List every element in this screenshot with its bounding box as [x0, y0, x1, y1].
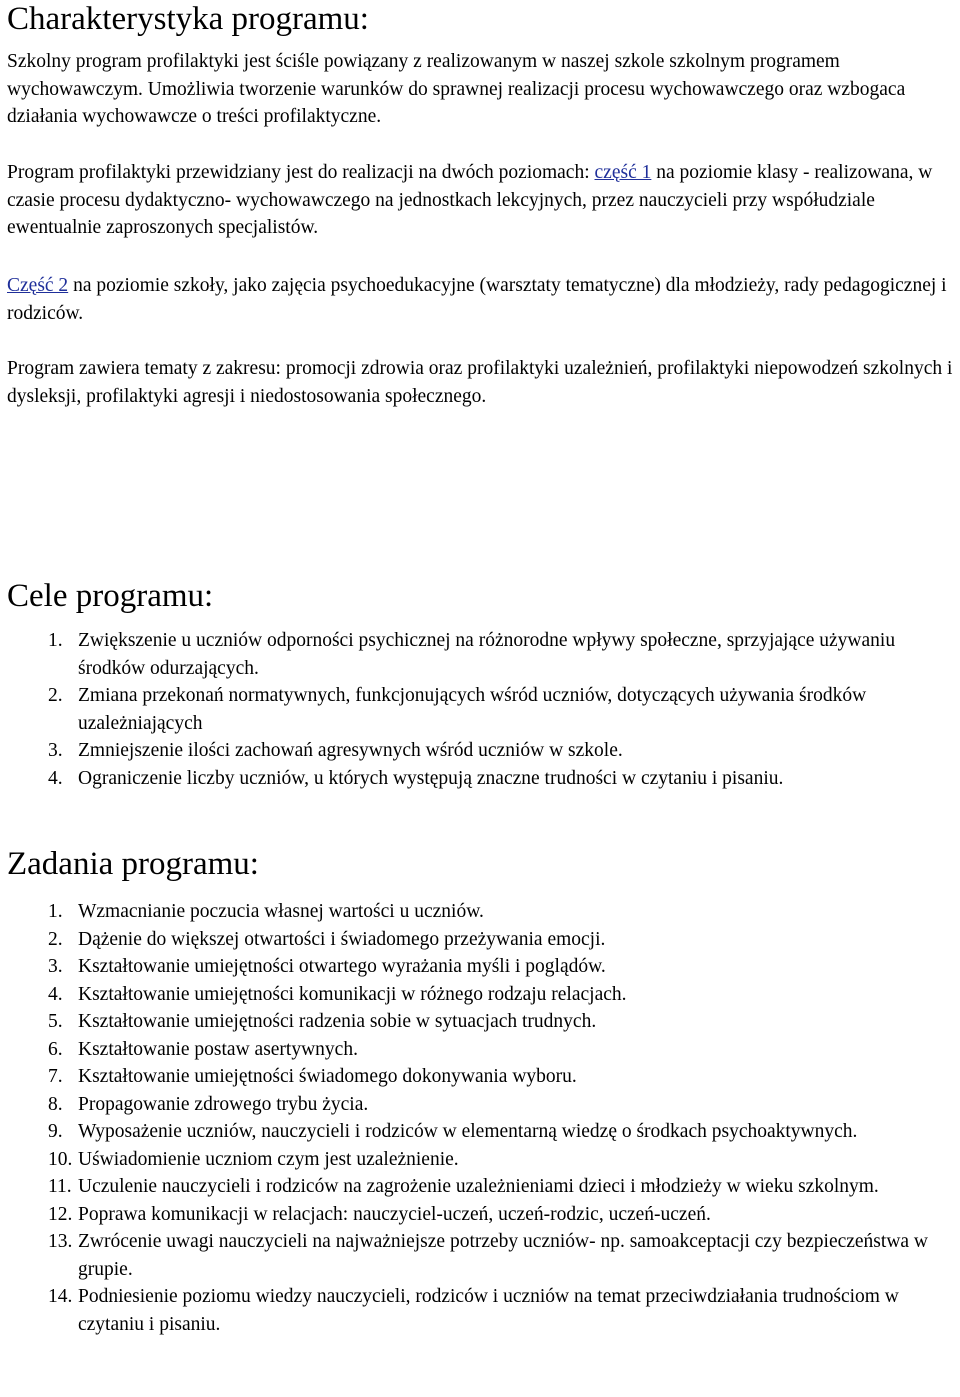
- heading-cele: Cele programu:: [7, 578, 214, 614]
- list-item: [0, 682, 958, 737]
- list-item: [0, 1283, 958, 1338]
- list-item-text: Kształtowanie postaw asertywnych.: [78, 1038, 358, 1060]
- list-item-text: Uczulenie nauczycieli i rodziców na zagrożenie uzależnieniami dzieci i młodzieży w wieku szkolnym.: [78, 1176, 879, 1197]
- list-item-number: 11.: [48, 1176, 72, 1197]
- list-item: [0, 1228, 958, 1283]
- paragraph-levels: [7, 159, 957, 242]
- list-item-number: 7.: [48, 1066, 63, 1087]
- paragraph-topics: Program zawiera tematy z zakresu: promocji zdrowia oraz profilaktyki uzależnień, profilaktyki niepowodzeń szkolnych i dysleksji, profilaktyki agresji i niedostosowania społecznego.: [7, 358, 953, 407]
- paragraph-part-2-text: na poziomie szkoły, jako zajęcia psychoedukacyjne (warsztaty tematyczne) dla młodzieży, rady pedagogicznej i rodziców.: [7, 275, 947, 324]
- list-item-number: 5.: [48, 1011, 63, 1032]
- list-item-number: 14.: [48, 1286, 73, 1307]
- list-item-number: 8.: [48, 1093, 63, 1115]
- heading-zadania: Zadania programu:: [7, 846, 259, 882]
- list-item-text: Kształtowanie umiejętności komunikacji w różnego rodzaju relacjach.: [78, 983, 627, 1005]
- list-item: [0, 1091, 958, 1119]
- list-item-number: 2.: [48, 685, 63, 706]
- cele-list: [0, 627, 958, 792]
- list-item-number: 10.: [48, 1148, 73, 1170]
- list-item-number: 1.: [48, 901, 63, 922]
- list-item: [0, 1008, 958, 1036]
- list-item: [0, 1063, 958, 1091]
- list-item-number: 12.: [48, 1203, 73, 1225]
- list-item-number: 6.: [48, 1038, 63, 1060]
- paragraph-levels-text-end: na poziomie klasy - realizowana, w czasie procesu dydaktyczno- wychowawczego na jednostkach lekcyjnych, przez nauczycieli przy współudziale ewentualnie zaproszonych specjalistów.: [7, 162, 933, 238]
- list-item: [0, 926, 958, 954]
- zadania-list: [0, 898, 958, 1338]
- list-item: [0, 1173, 958, 1201]
- list-item-number: 9.: [48, 1121, 63, 1142]
- list-item-number: 13.: [48, 1231, 73, 1252]
- list-item-text: Zwiększenie u uczniów odporności psychicznej na różnorodne wpływy społeczne, sprzyjające używaniu środków odurzających.: [78, 630, 896, 679]
- list-item: [0, 1118, 958, 1146]
- list-item-text: Wyposażenie uczniów, nauczycieli i rodziców w elementarną wiedzę o środkach psychoaktywnych.: [78, 1121, 858, 1142]
- list-item-number: 4.: [48, 983, 63, 1005]
- list-item-text: Kształtowanie umiejętności otwartego wyrażania myśli i poglądów.: [78, 956, 606, 977]
- list-item: [0, 1201, 958, 1229]
- list-item: [0, 953, 958, 981]
- list-item: [0, 898, 958, 926]
- link-czesc-1[interactable]: część 1: [594, 162, 652, 183]
- list-item: [0, 1146, 958, 1174]
- list-item-text: Podniesienie poziomu wiedzy nauczycieli, rodziców i uczniów na temat przeciwdziałania trudnościom w czytaniu i pisaniu.: [78, 1286, 899, 1335]
- list-item: [0, 765, 958, 793]
- link-czesc-2[interactable]: Część 2: [7, 275, 69, 296]
- list-item-text: Propagowanie zdrowego trybu życia.: [78, 1093, 369, 1115]
- list-item-text: Ograniczenie liczby uczniów, u których występują znaczne trudności w czytaniu i pisaniu.: [78, 767, 784, 789]
- list-item-text: Dążenie do większej otwartości i świadomego przeżywania emocji.: [78, 928, 606, 950]
- list-item-number: 3.: [48, 740, 63, 761]
- list-item-number: 4.: [48, 767, 63, 789]
- list-item-number: 2.: [48, 928, 63, 950]
- list-item-number: 1.: [48, 630, 63, 651]
- paragraph-part-2: [7, 272, 957, 327]
- heading-charakterystyka: Charakterystyka programu:: [7, 1, 369, 37]
- list-item-text: Kształtowanie umiejętności radzenia sobie w sytuacjach trudnych.: [78, 1011, 597, 1032]
- list-item-text: Zwrócenie uwagi nauczycieli na najważniejsze potrzeby uczniów- np. samoakceptacji czy bezpieczeństwa w grupie.: [78, 1231, 929, 1280]
- list-item-text: Zmiana przekonań normatywnych, funkcjonujących wśród uczniów, dotyczących używania środków uzależniających: [78, 685, 867, 734]
- list-item-text: Uświadomienie uczniom czym jest uzależnienie.: [78, 1148, 459, 1170]
- list-item-text: Wzmacnianie poczucia własnej wartości u uczniów.: [78, 901, 484, 922]
- list-item: [0, 737, 958, 765]
- list-item-text: Kształtowanie umiejętności świadomego dokonywania wyboru.: [78, 1066, 577, 1087]
- list-item: [0, 1036, 958, 1064]
- paragraph-intro: Szkolny program profilaktyki jest ściśle powiązany z realizowanym w naszej szkole szkolnym programem wychowawczym. Umożliwia tworzenie warunków do sprawnej realizacji procesu wychowawczego oraz wzbogaca działania wychowawcze o treści profilaktyczne.: [7, 51, 906, 127]
- paragraph-levels-text-start: Program profilaktyki przewidziany jest do realizacji na dwóch poziomach:: [7, 162, 595, 183]
- list-item-text: Zmniejszenie ilości zachowań agresywnych wśród uczniów w szkole.: [78, 740, 623, 761]
- list-item: [0, 981, 958, 1009]
- list-item-number: 3.: [48, 956, 63, 977]
- list-item: [0, 627, 958, 682]
- list-item-text: Poprawa komunikacji w relacjach: nauczyciel-uczeń, uczeń-rodzic, uczeń-uczeń.: [78, 1203, 711, 1225]
